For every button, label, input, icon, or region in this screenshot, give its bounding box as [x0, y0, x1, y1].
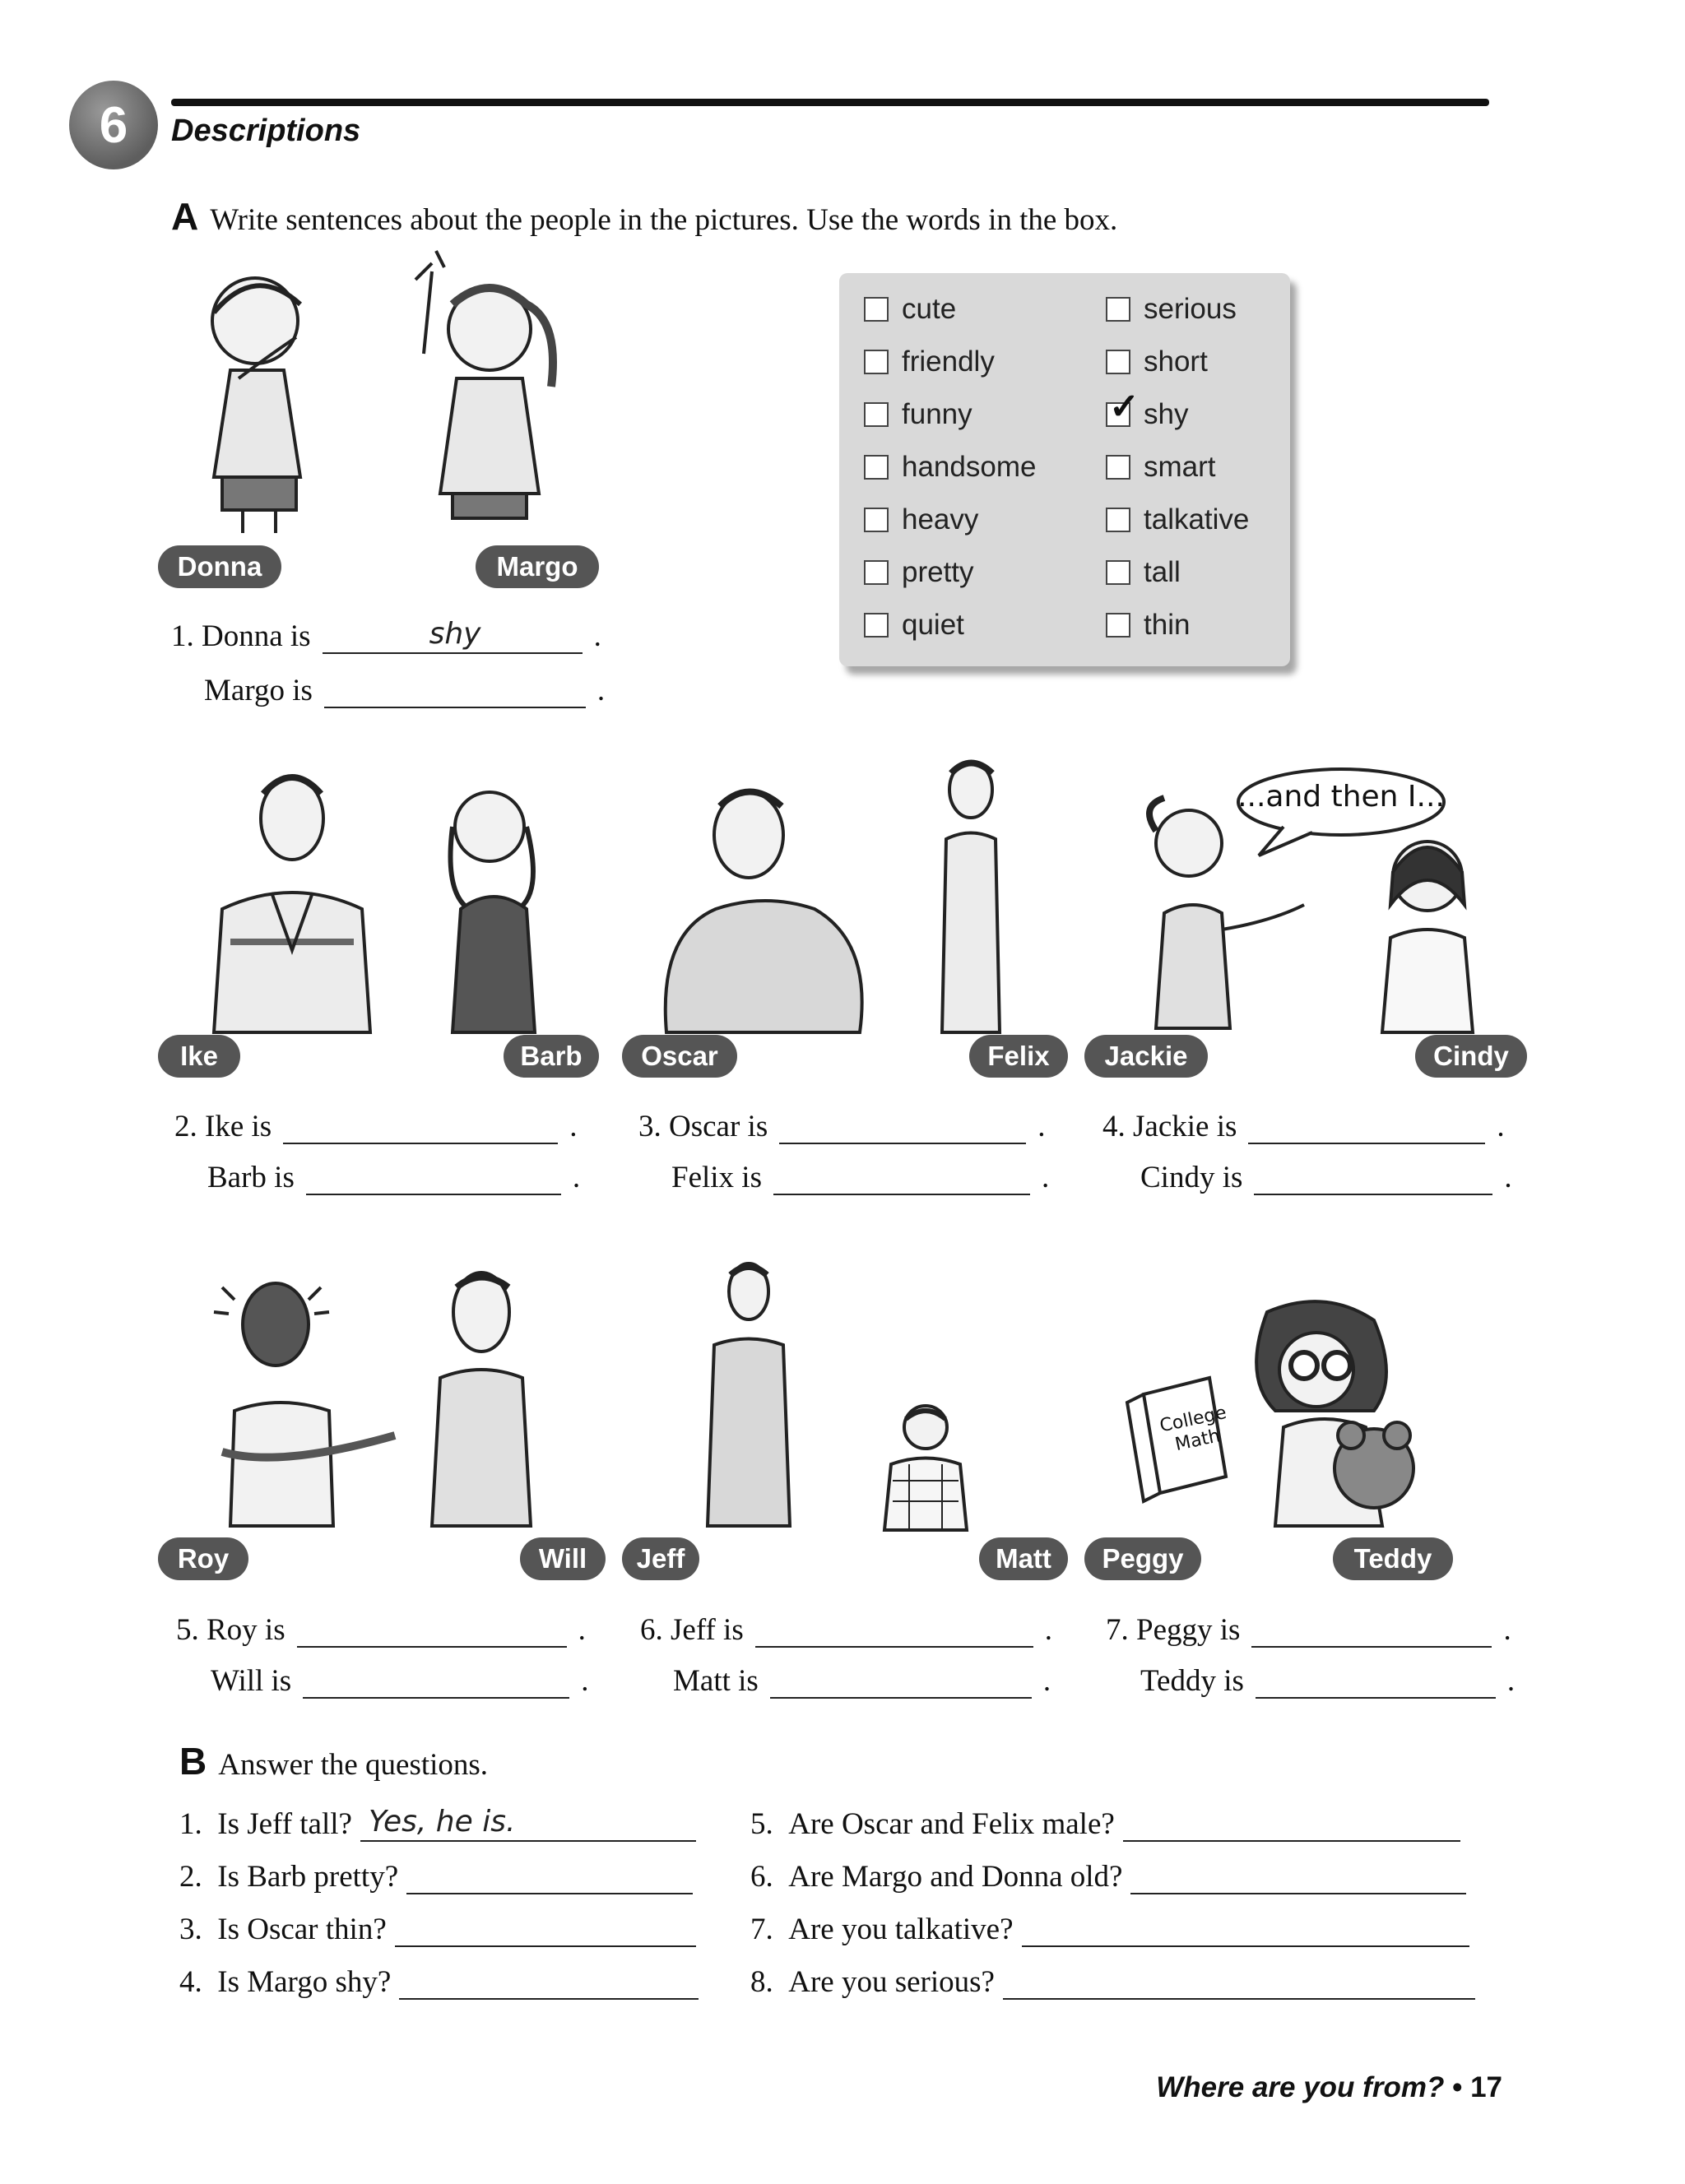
checkbox[interactable]: [864, 455, 889, 480]
checkbox[interactable]: [1106, 297, 1130, 322]
ike-illustration: [197, 761, 387, 1041]
sentence-6a: 6. Jeff is .: [640, 1613, 1052, 1647]
name-tag-oscar: Oscar: [622, 1035, 737, 1078]
handwritten-answer: Yes, he is.: [368, 1805, 516, 1839]
page-footer: [1156, 2071, 1502, 2104]
word-item: short: [1106, 345, 1208, 378]
checkbox[interactable]: [1106, 560, 1130, 585]
sentence-3b: Felix is .: [671, 1161, 1050, 1194]
sentence-5b: Will is .: [211, 1664, 589, 1698]
sentence-2a: 2. Ike is .: [174, 1110, 578, 1143]
word-item: pretty: [864, 556, 974, 589]
part-a-heading: [171, 194, 1117, 239]
answer-blank[interactable]: [306, 1167, 561, 1195]
answer-blank[interactable]: [1003, 1972, 1475, 2000]
name-tag-will: Will: [520, 1537, 606, 1580]
answer-blank[interactable]: [360, 1805, 696, 1842]
donna-illustration: [165, 255, 378, 535]
bullet-separator: •: [1452, 2071, 1463, 2103]
name-tag-matt: Matt: [979, 1537, 1068, 1580]
page-number: 17: [1470, 2071, 1502, 2103]
answer-blank[interactable]: [303, 1671, 569, 1699]
word-item: cute: [864, 293, 956, 326]
word-item: friendly: [864, 345, 995, 378]
word-item: tall: [1106, 556, 1181, 589]
answer-blank[interactable]: [1248, 1116, 1485, 1144]
checkbox[interactable]: [864, 560, 889, 585]
checkbox[interactable]: [864, 613, 889, 638]
question-3: 3. Is Oscar thin?: [179, 1912, 696, 1947]
word-box: [839, 273, 1290, 666]
checkbox[interactable]: [1106, 455, 1130, 480]
question-1: 1. Is Jeff tall? Yes, he is.: [179, 1806, 696, 1842]
answer-blank[interactable]: [399, 1972, 699, 2000]
question-4: 4. Is Margo shy?: [179, 1964, 699, 2000]
checkbox[interactable]: [864, 350, 889, 374]
name-tag-jackie: Jackie: [1084, 1035, 1208, 1078]
jeff-illustration: [691, 1254, 806, 1534]
sentence-5a: 5. Roy is .: [176, 1613, 586, 1647]
name-tag-cindy: Cindy: [1415, 1035, 1527, 1078]
answer-blank[interactable]: [770, 1671, 1032, 1699]
exercise-title: Descriptions: [171, 114, 361, 148]
word-item: ✓ shy: [1106, 398, 1188, 431]
answer-blank[interactable]: [1256, 1671, 1496, 1699]
checkbox[interactable]: [1106, 350, 1130, 374]
check-mark-icon: ✓: [1109, 387, 1140, 427]
answer-blank[interactable]: [395, 1919, 696, 1947]
word-item: quiet: [864, 609, 964, 642]
checkbox[interactable]: [1106, 613, 1130, 638]
word-item: talkative: [1106, 503, 1249, 536]
answer-blank[interactable]: [773, 1167, 1030, 1195]
answer-blank[interactable]: [406, 1866, 693, 1894]
sentence-4a: 4. Jackie is .: [1102, 1110, 1505, 1143]
part-b-heading: [179, 1739, 488, 1783]
will-illustration: [420, 1263, 543, 1534]
word-item: smart: [1106, 451, 1216, 484]
handwritten-answer: shy: [429, 617, 481, 651]
book-title: College Math: [1158, 1403, 1228, 1456]
name-tag-felix: Felix: [969, 1035, 1068, 1078]
oscar-illustration: [658, 769, 872, 1041]
barb-illustration: [420, 769, 568, 1041]
part-a-instruction: Write sentences about the people in the pictures. Use the words in the box.: [210, 203, 1118, 237]
part-a-letter: A: [171, 195, 199, 238]
roy-illustration: [189, 1263, 411, 1534]
checkbox[interactable]: [864, 508, 889, 532]
answer-blank[interactable]: [283, 1116, 558, 1144]
answer-blank[interactable]: [1022, 1919, 1469, 1947]
answer-blank[interactable]: [1130, 1866, 1466, 1894]
answer-blank[interactable]: [779, 1116, 1026, 1144]
name-tag-margo: Margo: [476, 545, 599, 588]
sentence-6b: Matt is .: [673, 1664, 1051, 1698]
answer-blank[interactable]: [324, 680, 586, 708]
name-tag-roy: Roy: [158, 1537, 248, 1580]
question-8: 8. Are you serious?: [750, 1964, 1475, 2000]
question-7: 7. Are you talkative?: [750, 1912, 1469, 1947]
word-item: funny: [864, 398, 972, 431]
checkbox[interactable]: [864, 402, 889, 427]
question-6: 6. Are Margo and Donna old?: [750, 1859, 1466, 1894]
sentence-1b: Margo is .: [204, 674, 606, 707]
sentence-7a: 7. Peggy is .: [1106, 1613, 1511, 1647]
word-item: thin: [1106, 609, 1190, 642]
name-tag-barb: Barb: [504, 1035, 599, 1078]
answer-blank[interactable]: [1123, 1814, 1460, 1842]
word-item: handsome: [864, 451, 1036, 484]
margo-illustration: [383, 255, 596, 535]
part-b-instruction: Answer the questions.: [218, 1748, 489, 1782]
sentence-4b: Cindy is .: [1140, 1161, 1512, 1194]
unit-title: Where are you from?: [1156, 2071, 1445, 2103]
answer-blank[interactable]: [297, 1620, 567, 1648]
matt-illustration: [876, 1398, 975, 1534]
header-rule: [171, 99, 1489, 106]
question-2: 2. Is Barb pretty?: [179, 1859, 693, 1894]
sentence-7b: Teddy is .: [1140, 1664, 1516, 1698]
name-tag-teddy: Teddy: [1333, 1537, 1453, 1580]
answer-blank[interactable]: [1251, 1620, 1492, 1648]
checkbox[interactable]: [1106, 508, 1130, 532]
name-tag-jeff: Jeff: [622, 1537, 699, 1580]
word-item: serious: [1106, 293, 1237, 326]
sentence-3a: 3. Oscar is .: [638, 1110, 1046, 1143]
name-tag-donna: Donna: [158, 545, 281, 588]
sentence-1a: 1. Donna is shy .: [171, 617, 601, 653]
name-tag-peggy: Peggy: [1084, 1537, 1201, 1580]
exercise-number-badge: 6: [69, 81, 158, 169]
sentence-2b: Barb is .: [207, 1161, 581, 1194]
name-tag-ike: Ike: [158, 1035, 240, 1078]
question-5: 5. Are Oscar and Felix male?: [750, 1806, 1460, 1842]
cindy-illustration: [1366, 831, 1489, 1036]
word-item: heavy: [864, 503, 978, 536]
answer-blank[interactable]: [1254, 1167, 1492, 1195]
felix-illustration: [921, 749, 1020, 1041]
answer-blank[interactable]: [755, 1620, 1033, 1648]
checkbox-checked[interactable]: [1106, 387, 1140, 427]
part-b-letter: B: [179, 1740, 207, 1783]
speech-bubble-text: ...and then I...: [1237, 780, 1445, 814]
peggy-illustration: [1135, 1296, 1440, 1534]
checkbox[interactable]: [864, 297, 889, 322]
